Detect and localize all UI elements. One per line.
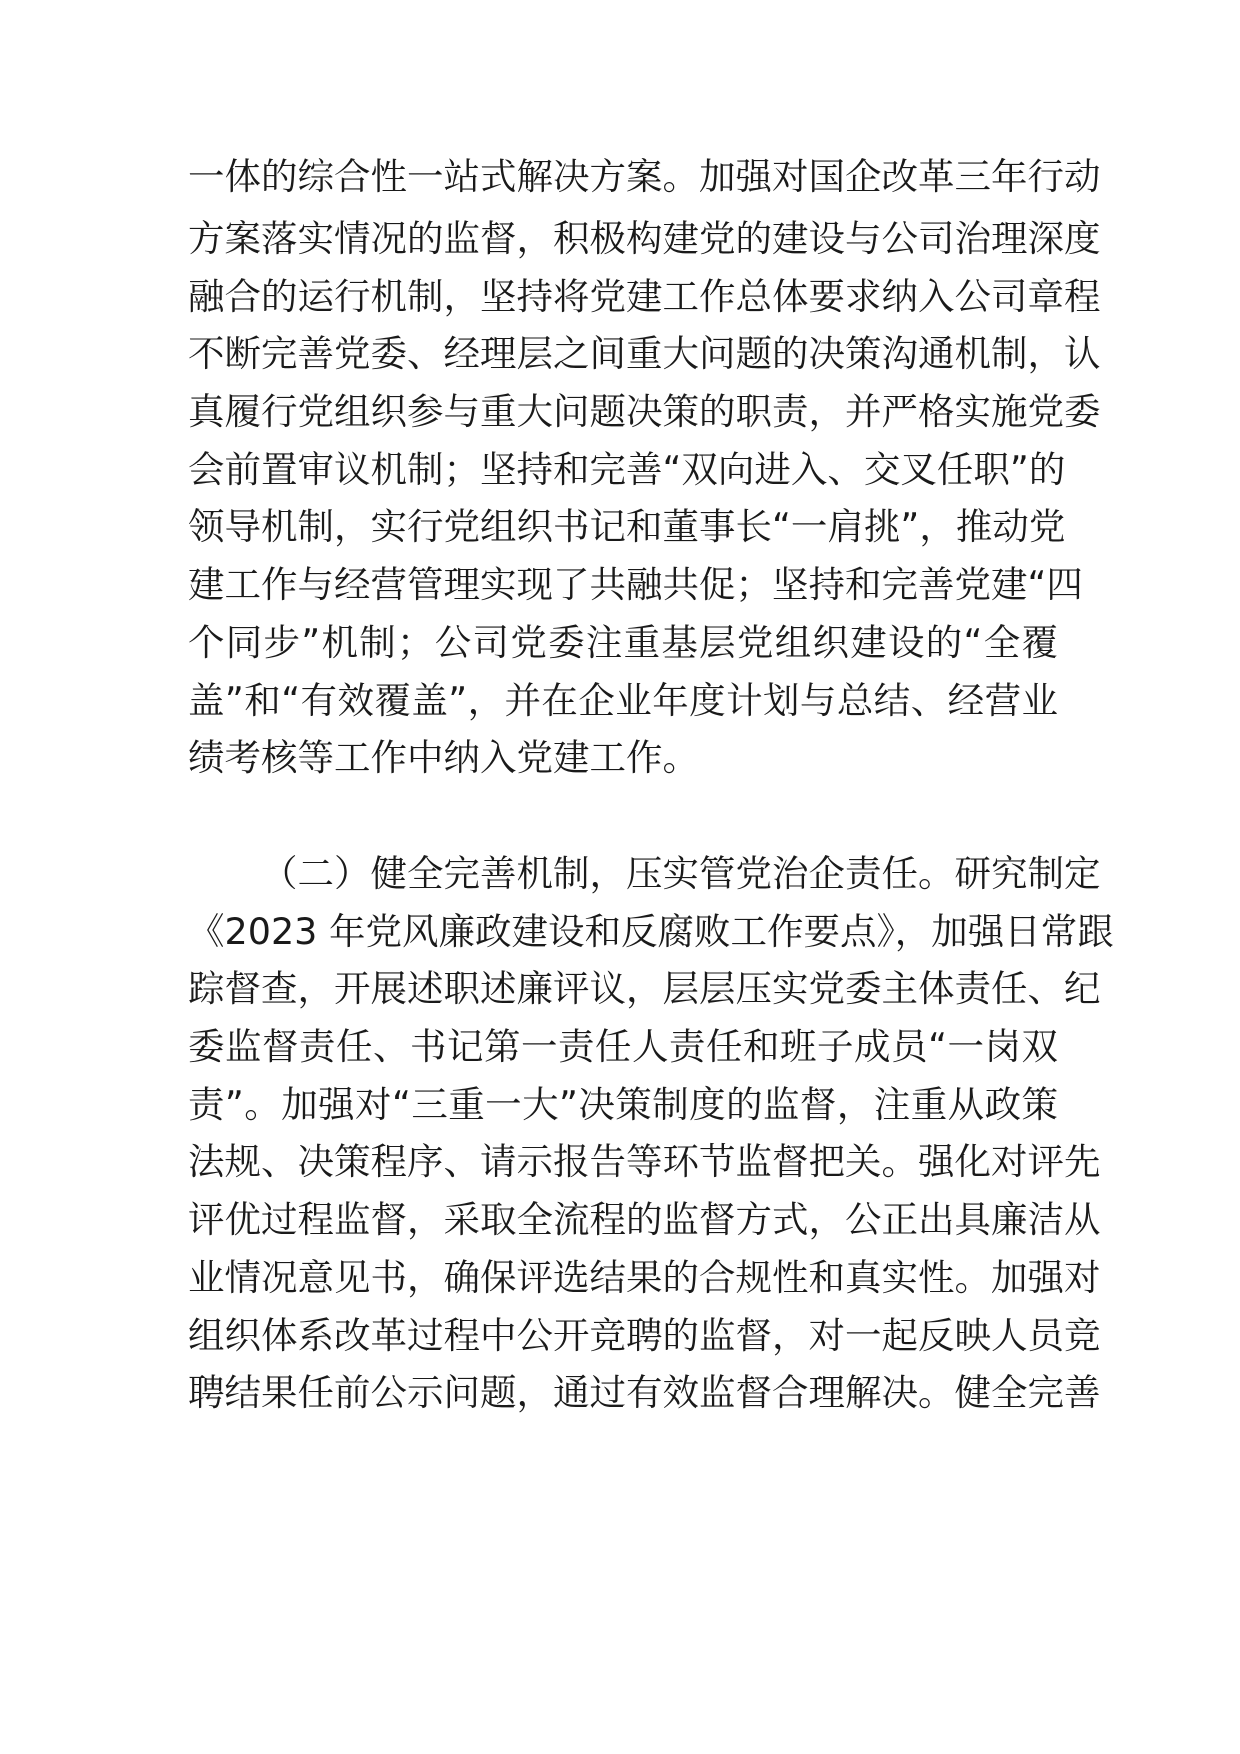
text-line: 真履行党组织参与重大问题决策的职责，并严格实施党委 bbox=[188, 390, 1101, 433]
text-line: 委监督责任、书记第一责任人责任和班子成员“一岗双 bbox=[188, 1025, 1058, 1068]
text-line: 责”。加强对“三重一大”决策制度的监督，注重从政策 bbox=[188, 1083, 1058, 1126]
text-line: 一体的综合性一站式解决方案。加强对国企改革三年行动 bbox=[188, 155, 1101, 198]
text-line: 方案落实情况的监督，积极构建党的建设与公司治理深度 bbox=[188, 217, 1101, 260]
text-line: 盖”和“有效覆盖”，并在企业年度计划与总结、经营业 bbox=[188, 679, 1058, 722]
text-line: 领导机制，实行党组织书记和董事长“一肩挑”，推动党 bbox=[188, 505, 1066, 548]
text-line: 会前置审议机制；坚持和完善“双向进入、交叉任职”的 bbox=[188, 448, 1066, 491]
text-line: 评优过程监督，采取全流程的监督方式，公正出具廉洁从 bbox=[188, 1198, 1101, 1241]
text-line: （二）健全完善机制，压实管党治企责任。研究制定 bbox=[261, 852, 1101, 895]
text-line: 业情况意见书，确保评选结果的合规性和真实性。加强对 bbox=[188, 1256, 1101, 1299]
text-line: 组织体系改革过程中公开竞聘的监督，对一起反映人员竞 bbox=[188, 1314, 1101, 1357]
text-line: 不断完善党委、经理层之间重大问题的决策沟通机制，认 bbox=[188, 332, 1101, 375]
text-line: 建工作与经营管理实现了共融共促；坚持和完善党建“四 bbox=[188, 563, 1083, 606]
text-line: 绩考核等工作中纳入党建工作。 bbox=[188, 736, 699, 779]
text-line: 法规、决策程序、请示报告等环节监督把关。强化对评先 bbox=[188, 1140, 1101, 1183]
text-line: 踪督查，开展述职述廉评议，层层压实党委主体责任、纪 bbox=[188, 967, 1101, 1010]
text-line: 个同步”机制；公司党委注重基层党组织建设的“全覆 bbox=[188, 621, 1058, 664]
text-line: 融合的运行机制，坚持将党建工作总体要求纳入公司章程 bbox=[188, 275, 1101, 318]
text-line: 聘结果任前公示问题，通过有效监督合理解决。健全完善 bbox=[188, 1371, 1101, 1414]
text-line: 《2023 年党风廉政建设和反腐败工作要点》，加强日常跟 bbox=[188, 910, 1114, 953]
